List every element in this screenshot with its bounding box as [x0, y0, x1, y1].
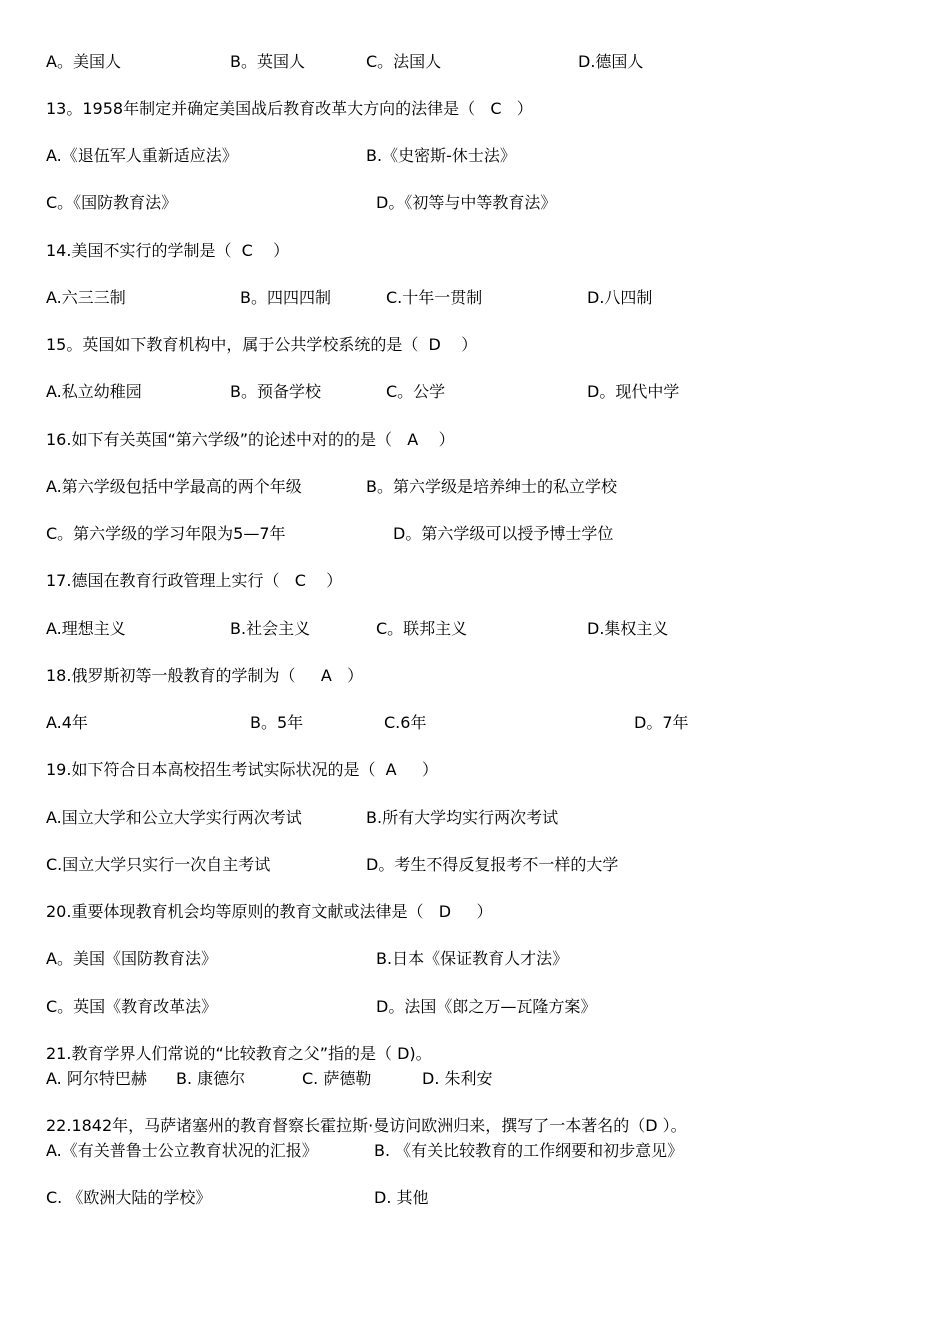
- answer-option: A.私立幼稚园: [46, 382, 142, 401]
- text-line: [0, 97, 950, 121]
- answer-option: B.社会主义: [230, 619, 311, 638]
- text-line: [0, 380, 950, 404]
- answer-option: A.4年: [46, 713, 88, 732]
- answer-option: B.所有大学均实行两次考试: [366, 808, 559, 827]
- answer-option: B. 《有关比较教育的工作纲要和初步意见》: [374, 1141, 684, 1160]
- question-text: 21.教育学界人们常说的“比较教育之父”指的是（ D)。: [46, 1044, 432, 1063]
- question-text: 22.1842年，马萨诸塞州的教育督察长霍拉斯·曼访问欧洲归来，撰写了一本著名的（D ）。: [46, 1116, 687, 1135]
- answer-option: C.6年: [384, 713, 427, 732]
- text-line: [0, 144, 950, 168]
- answer-option: B。5年: [250, 713, 304, 732]
- answer-option: D.德国人: [578, 52, 644, 71]
- answer-option: D.集权主义: [587, 619, 669, 638]
- text-line: [0, 947, 950, 971]
- text-line: [0, 569, 950, 593]
- answer-option: C。公学: [386, 382, 446, 401]
- answer-option: B。预备学校: [230, 382, 321, 401]
- answer-option: B。第六学级是培养绅士的私立学校: [366, 477, 617, 496]
- question-text: 14.美国不实行的学制是（ C ）: [46, 241, 290, 260]
- text-line: [0, 428, 950, 452]
- answer-option: C. 《欧洲大陆的学校》: [46, 1188, 212, 1207]
- text-line: [0, 995, 950, 1019]
- answer-option: C.十年一贯制: [386, 288, 483, 307]
- answer-option: C。联邦主义: [376, 619, 468, 638]
- answer-option: D。法国《郎之万—瓦隆方案》: [376, 997, 597, 1016]
- text-line: [0, 286, 950, 310]
- text-line: [0, 1042, 950, 1066]
- answer-option: D.八四制: [587, 288, 653, 307]
- answer-option: A.理想主义: [46, 619, 126, 638]
- text-line: [0, 1139, 950, 1163]
- text-line: [0, 900, 950, 924]
- text-line: [0, 1114, 950, 1138]
- answer-option: C。英国《教育改革法》: [46, 997, 218, 1016]
- text-line: [0, 475, 950, 499]
- text-line: [0, 50, 950, 74]
- text-line: [0, 617, 950, 641]
- answer-option: C. 萨德勒: [302, 1069, 372, 1088]
- text-line: [0, 664, 950, 688]
- answer-option: B。四四四制: [240, 288, 331, 307]
- answer-option: A.六三三制: [46, 288, 126, 307]
- question-text: 20.重要体现教育机会均等原则的教育文献或法律是（ D ）: [46, 902, 493, 921]
- answer-option: B.日本《保证教育人才法》: [376, 949, 569, 968]
- question-text: 18.俄罗斯初等一般教育的学制为（ A ）: [46, 666, 364, 685]
- text-line: [0, 333, 950, 357]
- answer-option: A.第六学级包括中学最高的两个年级: [46, 477, 302, 496]
- answer-option: B.《史密斯-休士法》: [366, 146, 516, 165]
- answer-option: B. 康德尔: [176, 1069, 246, 1088]
- answer-option: A. 阿尔特巴赫: [46, 1069, 147, 1088]
- text-line: [0, 1067, 950, 1091]
- answer-option: D。现代中学: [587, 382, 680, 401]
- answer-option: D. 朱利安: [422, 1069, 493, 1088]
- question-text: 15。英国如下教育机构中，属于公共学校系统的是（ D ）: [46, 335, 478, 354]
- question-text: 16.如下有关英国“第六学级”的论述中对的的是（ A ）: [46, 430, 455, 449]
- answer-option: C。《国防教育法》: [46, 193, 178, 212]
- answer-option: A.《有关普鲁士公立教育状况的汇报》: [46, 1141, 318, 1160]
- answer-option: A.国立大学和公立大学实行两次考试: [46, 808, 302, 827]
- answer-option: A.《退伍军人重新适应法》: [46, 146, 238, 165]
- question-text: 13。1958年制定并确定美国战后教育改革大方向的法律是（ C ）: [46, 99, 533, 118]
- text-line: [0, 853, 950, 877]
- question-text: 17.德国在教育行政管理上实行（ C ）: [46, 571, 343, 590]
- answer-option: A。美国人: [46, 52, 121, 71]
- text-line: [0, 806, 950, 830]
- text-line: [0, 1186, 950, 1210]
- answer-option: A。美国《国防教育法》: [46, 949, 217, 968]
- text-line: [0, 191, 950, 215]
- answer-option: D。7年: [634, 713, 689, 732]
- answer-option: D。第六学级可以授予博士学位: [393, 524, 614, 543]
- text-line: [0, 711, 950, 735]
- answer-option: D. 其他: [374, 1188, 429, 1207]
- question-text: 19.如下符合日本高校招生考试实际状况的是（ A ）: [46, 760, 438, 779]
- text-line: [0, 758, 950, 782]
- answer-option: C。法国人: [366, 52, 442, 71]
- answer-option: B。英国人: [230, 52, 305, 71]
- answer-option: D。考生不得反复报考不一样的大学: [366, 855, 619, 874]
- answer-option: D。《初等与中等教育法》: [376, 193, 557, 212]
- text-line: [0, 522, 950, 546]
- answer-option: C。第六学级的学习年限为5—7年: [46, 524, 286, 543]
- answer-option: C.国立大学只实行一次自主考试: [46, 855, 271, 874]
- text-line: [0, 239, 950, 263]
